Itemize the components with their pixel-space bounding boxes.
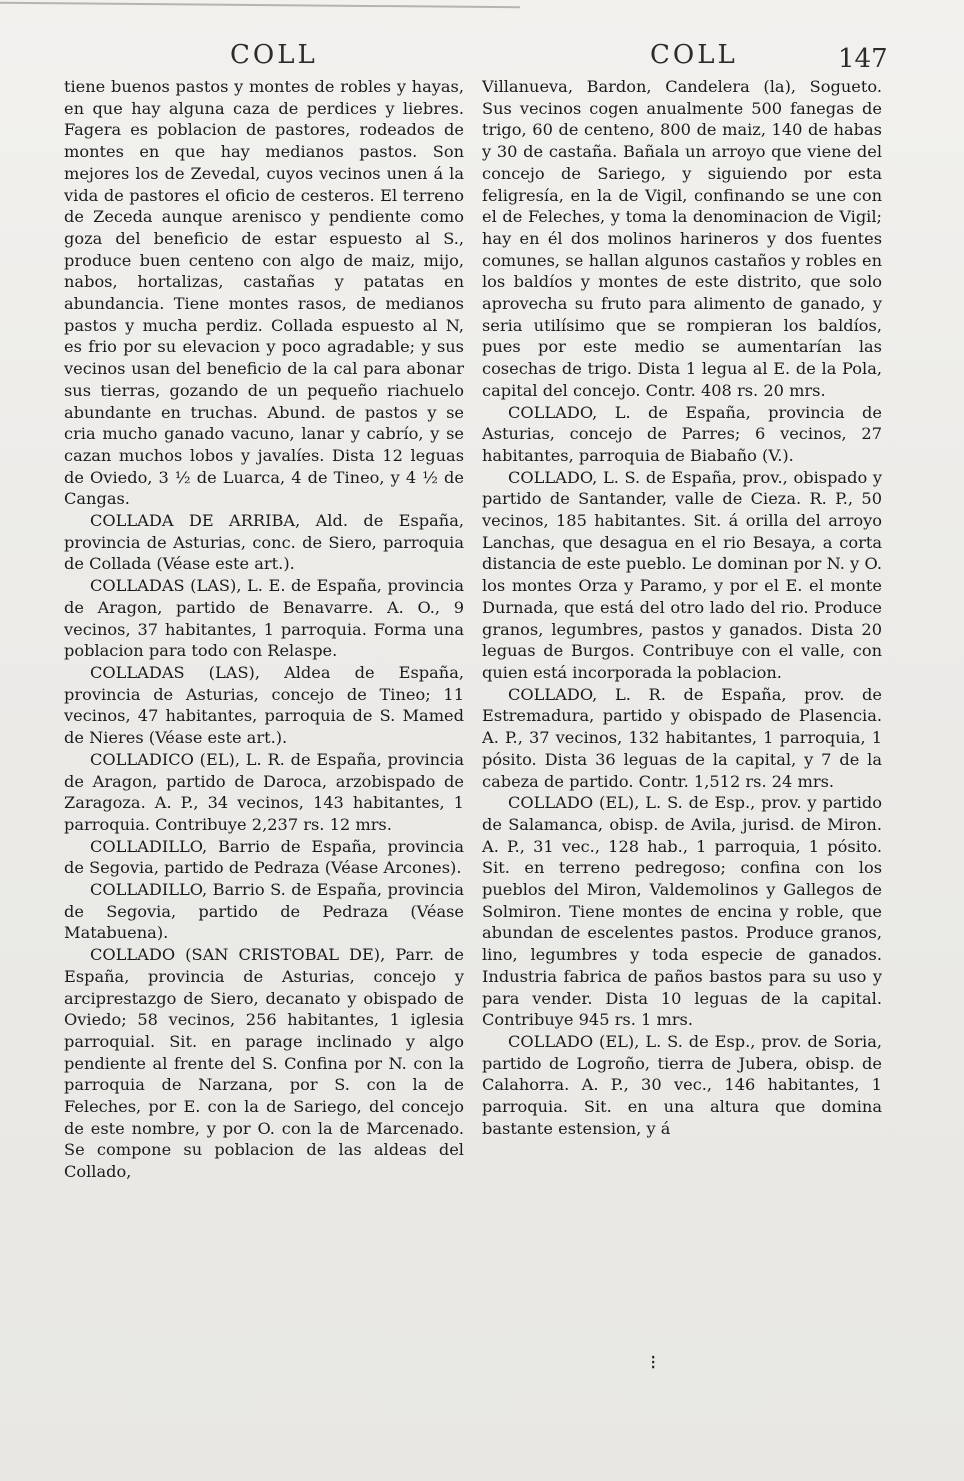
right-column <box>482 76 882 1139</box>
top-edge-line <box>0 2 520 9</box>
dictionary-entry: COLLADO (EL), L. S. de Esp., prov. de Soria, partido de Logroño, tierra de Jubera, obisp. de Calahorra. A. P., 30 vec., 146 habitantes, 1 parroquia. Sit. en una altura que domina bastante estension, y á <box>482 1031 882 1138</box>
footer-ornament: ⁝ <box>650 1350 657 1374</box>
running-head-left: COLL <box>230 40 318 70</box>
dictionary-entry: COLLADAS (LAS), L. E. de España, provincia de Aragon, partido de Benavarre. A. O., 9 vecinos, 37 habitantes, 1 parroquia. Forma una poblacion para todo con Relaspe. <box>64 576 464 661</box>
dictionary-entry: COLLADO, L. R. de España, prov. de Estremadura, partido y obispado de Plasencia. A. P., 37 vecinos, 132 habitantes, 1 parroquia, 1 pósito. Dista 36 leguas de la capital, y 7 de la cabeza de partido. Contr. 1,512 rs. 24 mrs. <box>482 684 882 791</box>
paragraph: Villanueva, Bardon, Candelera (la), Sogueto. Sus vecinos cogen anualmente 500 fanegas de trigo, 60 de centeno, 800 de maiz, 140 de habas y 30 de castaña. Bañala un arroyo que viene del concejo de Sariego, y siguiendo por esta feligresía, en la de Vigil, confinando se une con el de Feleches, y toma la denominacion de Vigil; hay en él dos molinos harineros y dos fuentes comunes, se hallan algunos castaños y robles en los baldíos y montes de este distrito, que solo aprovecha su fruto para alimento de ganado, y seria utilísimo que se rompieran los baldíos, pues por este medio se aumentarían las cosechas de trigo. Dista 1 legua al E. de la Pola, capital del concejo. Contr. 408 rs. 20 mrs. <box>482 77 882 400</box>
dictionary-entry: COLLADILLO, Barrio de España, provincia de Segovia, partido de Pedraza (Véase Arcones). <box>64 836 464 878</box>
dictionary-entry: COLLADA DE ARRIBA, Ald. de España, provincia de Asturias, conc. de Siero, parroquia de Collada (Véase este art.). <box>64 511 464 574</box>
running-head-right: COLL <box>650 40 738 70</box>
page-number: 147 <box>838 44 888 74</box>
left-column <box>64 76 464 1183</box>
dictionary-entry: COLLADO, L. de España, provincia de Asturias, concejo de Parres; 6 vecinos, 27 habitantes, parroquia de Biabaño (V.). <box>482 402 882 465</box>
dictionary-entry: COLLADAS (LAS), Aldea de España, provincia de Asturias, concejo de Tineo; 11 vecinos, 47 habitantes, parroquia de S. Mamed de Nieres (Véase este art.). <box>64 662 464 748</box>
dictionary-entry: COLLADICO (EL), L. R. de España, provincia de Aragon, partido de Daroca, arzobispado de Zaragoza. A. P., 34 vecinos, 143 habitantes, 1 parroquia. Contribuye 2,237 rs. 12 mrs. <box>64 749 464 834</box>
dictionary-entry: COLLADO, L. S. de España, prov., obispado y partido de Santander, valle de Cieza. R. P., 50 vecinos, 185 habitantes. Sit. á orilla del arroyo Lanchas, que desagua en el rio Besaya, a corta distancia de este pueblo. Le dominan por N. y O. los montes Orza y Paramo, y por el E. el monte Durnada, que está del otro lado del rio. Produce granos, legumbres, pastos y ganados. Dista 20 leguas de Burgos. Contribuye con el valle, con quien está incorporada la poblacion. <box>482 467 882 682</box>
paragraph: tiene buenos pastos y montes de robles y hayas, en que hay alguna caza de perdices y liebres. Fagera es poblacion de pastores, rodeados de montes en que hay medianos pastos. Son mejores los de Zevedal, cuyos vecinos unen á la vida de pastores el oficio de cesteros. El terreno de Zeceda aunque arenisco y pendiente como goza del beneficio de estar espuesto al S., produce buen centeno con algo de maiz, mijo, nabos, hortalizas, castañas y patatas en abundancia. Tiene montes rasos, de medianos pastos y mucha perdiz. Collada espuesto al N, es frio por su elevacion y poco agradable; y sus vecinos usan del beneficio de la cal para abonar sus tierras, gozando de un pequeño riachuelo abundante en truchas. Abund. de pastos y se cria mucho ganado vacuno, lanar y cabrío, y se cazan muchos lobos y javalíes. Dista 12 leguas de Oviedo, 3 ½ de Luarca, 4 de Tineo, y 4 ½ de Cangas. <box>64 77 464 509</box>
dictionary-entry: COLLADO (SAN CRISTOBAL DE), Parr. de España, provincia de Asturias, concejo y arciprestazgo de Siero, decanato y obispado de Oviedo; 58 vecinos, 256 habitantes, 1 iglesia parroquial. Sit. en parage inclinado y algo pendiente al frente del S. Confina por N. con la parroquia de Narzana, por S. con la de Feleches, por E. con la de Sariego, del concejo de este nombre, y por O. con la de Marcenado. Se compone su poblacion de las aldeas del Collado, <box>64 945 464 1182</box>
dictionary-entry: COLLADO (EL), L. S. de Esp., prov. y partido de Salamanca, obisp. de Avila, jurisd. de Miron. A. P., 31 vec., 128 hab., 1 parroquia, 1 pósito. Sit. en terreno pedregoso; confina con los pueblos del Miron, Valdemolinos y Gallegos de Solmiron. Tiene montes de encina y roble, que abundan de escelentes pastos. Produce granos, lino, legumbres y toda especie de ganados. Industria fabrica de paños bastos para su uso y para vender. Dista 10 leguas de la capital. Contribuye 945 rs. 1 mrs. <box>482 793 882 1030</box>
dictionary-entry: COLLADILLO, Barrio S. de España, provincia de Segovia, partido de Pedraza (Véase Matabuena). <box>64 880 464 943</box>
